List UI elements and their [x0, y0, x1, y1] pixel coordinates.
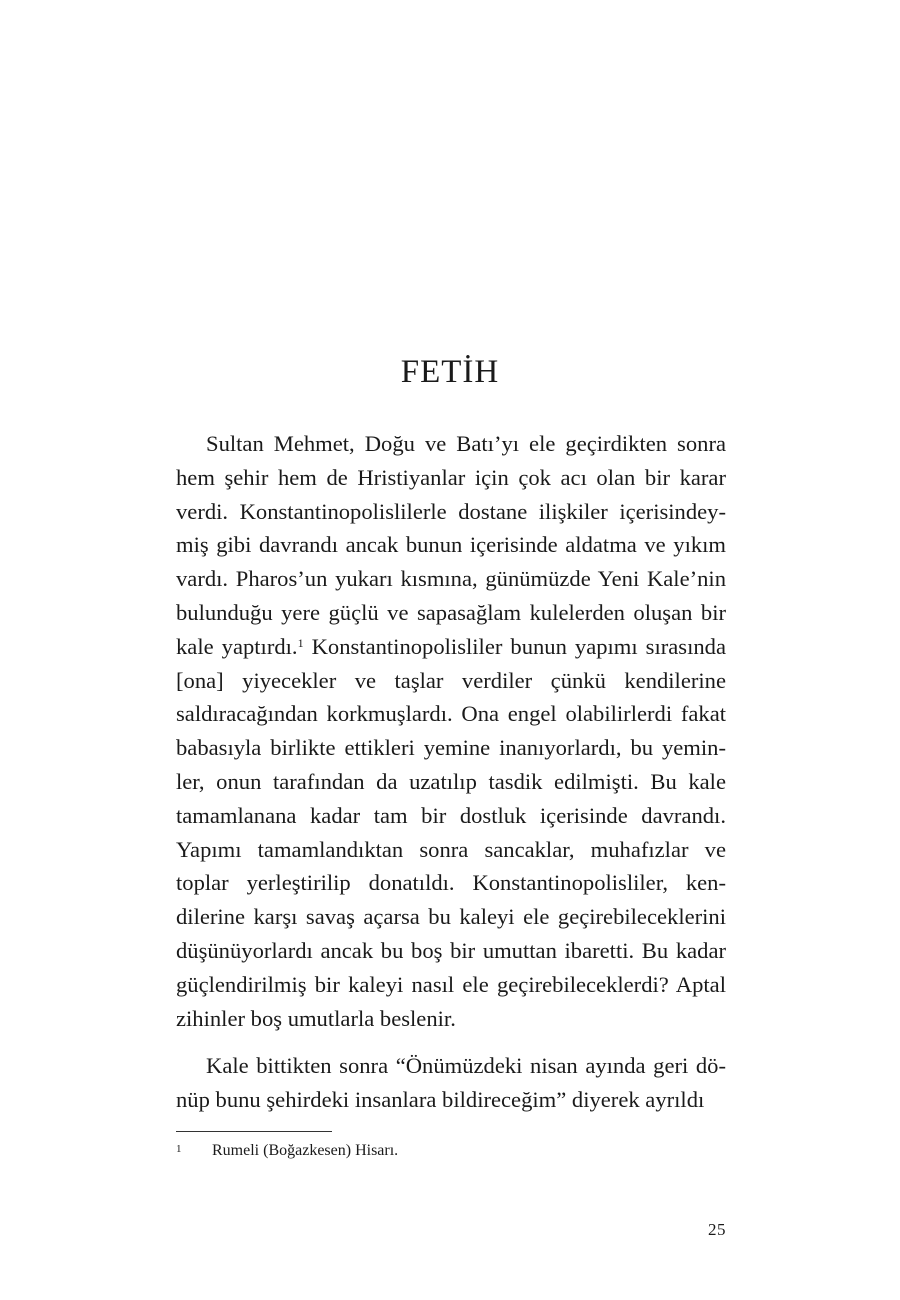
footnote-reference: 1	[297, 635, 304, 650]
page-number: 25	[708, 1220, 726, 1239]
chapter-title: FETİH	[400, 354, 500, 390]
paragraph-1	[176, 427, 726, 1035]
footnote-divider	[176, 1131, 332, 1132]
paragraph-1-text-after-ref: Konstantinopolisliler bunun yapımı sırasında [ona] yiyecekler ve taşlar verdiler çünkü kendilerine saldıracağından korkmuşlardı. Ona engel olabilirlerdi fakat babasıyla birlikte ettikleri yemine inanıyorlardı, bu yeminler, onun tarafından da uzatılıp tasdik edilmişti. Bu kale tamamlanana kadar tam bir dostluk içerisinde davrandı. Yapımı tamamlandıktan sonra sancaklar, muhafızlar ve toplar yerleştirilip donatıldı. Konstantinopolisliler, kendilerine karşı savaş açarsa bu kaleyi ele geçirebileceklerini düşünüyorlardı ancak bu boş bir umuttan ibaretti. Bu kadar güçlendirilmiş bir kaleyi nasıl ele geçirebileceklerdi? Aptal zihinler boş umutlarla beslenir.	[176, 633, 726, 1031]
footnote-number: 1	[176, 1143, 182, 1155]
body-text	[176, 427, 726, 1117]
footnote	[176, 1140, 726, 1162]
footnote-text: Rumeli (Boğazkesen) Hisarı.	[212, 1142, 399, 1159]
paragraph-2: Kale bittikten sonra “Önümüzdeki nisan ayında geri dönüp bunu şehirdeki insanlara bildireceğim” diyerek ayrıldı	[176, 1053, 726, 1113]
paragraph-1-text-before-ref: Sultan Mehmet, Doğu ve Batı’yı ele geçirdikten sonra hem şehir hem de Hristiyanlar için çok acı olan bir karar verdi. Konstantinopolislilerle dostane ilişkiler içerisindeymiş gibi davrandı ancak bunun içerisinde aldatma ve yıkım vardı. Pharos’un yukarı kısmına, günümüzde Yeni Kale’nin bulunduğu yere güçlü ve sapasağlam kulelerden oluşan bir kale yaptırdı.	[176, 431, 726, 659]
